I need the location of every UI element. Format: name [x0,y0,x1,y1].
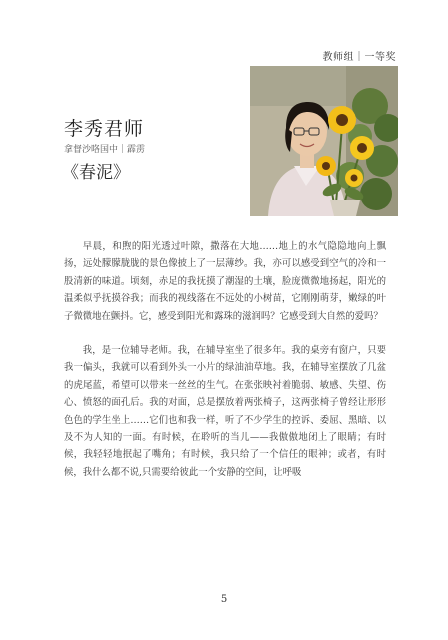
essay-paragraph-1: 早晨，和煦的阳光透过叶隙，撒落在大地……地上的水气隐隐地向上飘扬，远处朦朦胧胧的景色像披上了一层薄纱。我，亦可以感受到空气的冷和一股清新的味道。顷刻，赤足的我抚摸了潮湿的土壤，脸庞微微地扬起，阳光的温柔似乎抚摸谷我；而我的视线落在不远处的小树苗，它刚刚萌芽，嫩绿的叶子微微地在颤抖。它，感受到阳光和露珠的滋润吗？它感受到大自然的爱吗？ [64,241,386,322]
page-number: 5 [220,594,228,605]
essay-paragraph-2: 我，是一位辅导老师。我，在辅导室坐了很多年。我的桌旁有窗户，只要我一偏头，我就可以看到外头一小片的绿油油草地。我，在辅导室摆放了几盆的虎尾蓝，希望可以带来一丝丝的生气。在张张映衬着脆弱、敏感、失望、伤心、愤怒的面孔后。我的对面，总是摆放着两张椅子，这两张椅子曾经让形形色色的学生坐上……它们也和我一样，听了不少学生的控诉、委屈、黑暗、以及不为人知的一面。有时候，在聆听的当儿——我傲傲地闭上了眼睛；有时候，我轻轻地抿起了嘴角；有时候，我只给了一个信任的眼神；或者，有时候，我什么都不说,只需要给彼此一个安静的空间，让呼吸 [64,345,386,478]
essay-body [64,238,386,498]
author-name: 李秀君师 [64,118,145,140]
award-category: 教师组｜一等奖 [322,52,396,63]
author-school: 拿督沙咯国中｜霹雳 [64,145,146,155]
essay-title: 《春泥》 [62,163,130,183]
author-photo [250,66,398,216]
portrait-with-sunflowers-icon [250,66,398,216]
